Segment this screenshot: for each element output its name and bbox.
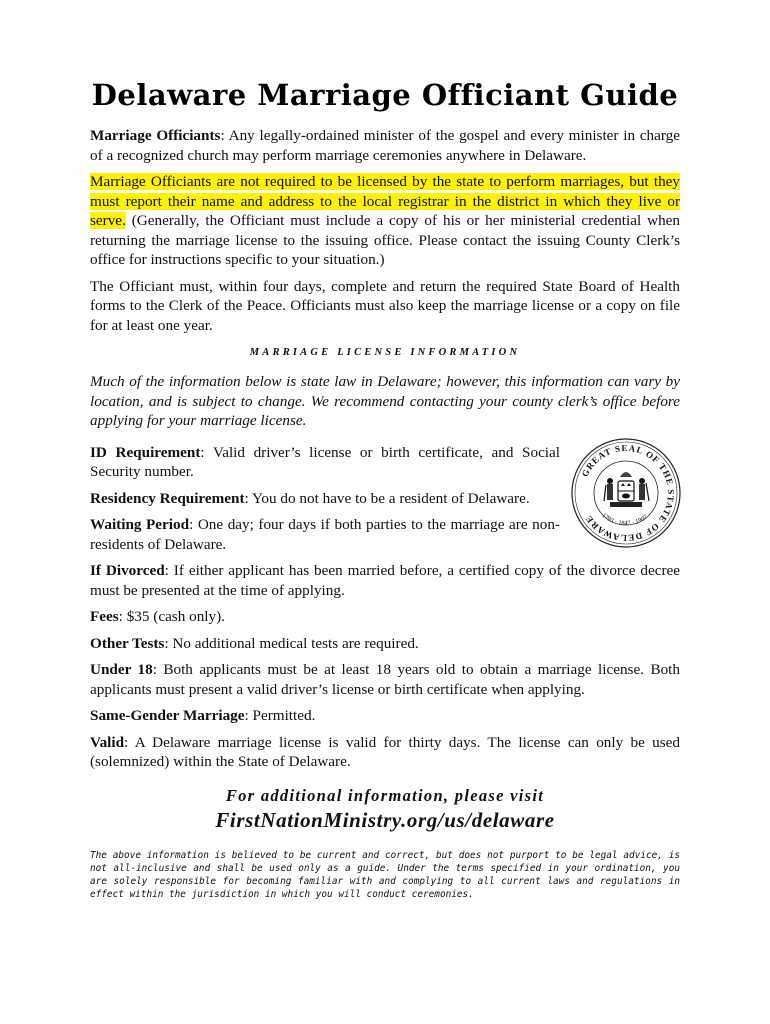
seal-ring-text: GREAT SEAL OF THE STATE OF DELAWARE xyxy=(579,442,677,543)
officiants-text: : Any legally-ordained minister of the gospel and every minister in charge of a recognized church may perform marriage ceremonies anywhere in Delaware. xyxy=(90,127,680,164)
seal-section xyxy=(90,443,680,555)
page-title: Delaware Marriage Officiant Guide xyxy=(91,78,679,112)
officiants-paragraph xyxy=(90,126,680,165)
requirement-label: Same-Gender Marriage xyxy=(90,707,245,724)
website-link[interactable]: FirstNationMinistry.org/us/delaware xyxy=(215,807,555,832)
requirement-text: : One day; four days if both parties to the marriage are non-residents of Delaware. xyxy=(90,516,560,553)
section-heading: MARRIAGE LICENSE INFORMATION xyxy=(249,347,521,358)
requirement-text: : $35 (cash only). xyxy=(118,608,225,625)
delaware-seal-icon xyxy=(570,437,682,549)
requirement-text: : No additional medical tests are required. xyxy=(164,634,419,652)
seal-dates: 1793 · 1847 · 1907 xyxy=(600,511,649,527)
requirement-text: : Permitted. xyxy=(244,707,316,724)
seal-adjacent-requirements xyxy=(90,443,560,555)
requirement-text: : Valid driver’s license or birth certificate, and Social Security number. xyxy=(90,443,560,480)
requirement-text: : A Delaware marriage license is valid for thirty days. The license can only be used (solemnized) within the State of Delaware. xyxy=(90,733,680,770)
requirement-text: : Both applicants must be at least 18 years old to obtain a marriage license. Both applicants must present a valid driver’s license or birth certificate when applying. xyxy=(90,661,680,698)
requirement-label: Waiting Period xyxy=(90,516,190,533)
requirement-label: Valid xyxy=(90,733,125,751)
more-info-line: For additional information, please visit xyxy=(225,785,545,805)
highlighted-licensing-text: Marriage Officiants are not required to be licensed by the state to perform marriages, but they must report their name and address to the local registrar in the district in which they live or serve. xyxy=(90,173,680,229)
requirement-label: Fees xyxy=(90,608,119,625)
requirement-item xyxy=(90,660,680,699)
requirement-item xyxy=(90,607,680,627)
return-forms-paragraph: The Officiant must, within four days, complete and return the required State Board of Health forms to the Clerk of the Peace. Officiants must also keep the marriage license or a copy on file for at least one year. xyxy=(90,277,680,334)
intro-paragraph: Much of the information below is state law in Delaware; however, this information can vary by location, and is subject to change. We recommend contacting your county clerk’s office before applying for your marriage license. xyxy=(90,373,680,429)
requirement-label: Other Tests xyxy=(90,634,165,652)
requirement-item xyxy=(90,443,560,482)
requirement-label: If Divorced xyxy=(90,562,165,579)
requirement-label: Residency Requirement xyxy=(90,489,245,507)
requirement-item xyxy=(90,561,680,600)
disclaimer-text: The above information is believed to be current and correct, but does not purport to be legal advice, is not all-inclusive and shall be used only as a guide. Under the terms specified in your ordination, you are solely responsible for becoming familiar with and complying to all current laws and regulations in effect within the jurisdiction in which you will conduct ceremonies. xyxy=(90,849,680,900)
officiants-label: Marriage Officiants xyxy=(90,127,221,144)
requirement-text: : You do not have to be a resident of Delaware. xyxy=(244,489,530,507)
licensing-rest-text: (Generally, the Officiant must include a copy of his or her ministerial credential when returning the marriage license to the issuing office. Please contact the issuing County Clerk’s office for instructions specific to your situation.) xyxy=(90,212,680,268)
requirement-item xyxy=(90,515,560,554)
requirement-item xyxy=(90,706,680,726)
requirement-label: ID Requirement xyxy=(90,443,201,461)
requirement-item xyxy=(90,733,680,772)
requirement-item xyxy=(90,489,560,509)
requirement-text: : If either applicant has been married before, a certified copy of the divorce decree must be presented at the time of applying. xyxy=(90,562,680,599)
licensing-paragraph xyxy=(90,172,680,270)
requirement-label: Under 18 xyxy=(90,661,153,678)
requirement-item xyxy=(90,634,680,654)
